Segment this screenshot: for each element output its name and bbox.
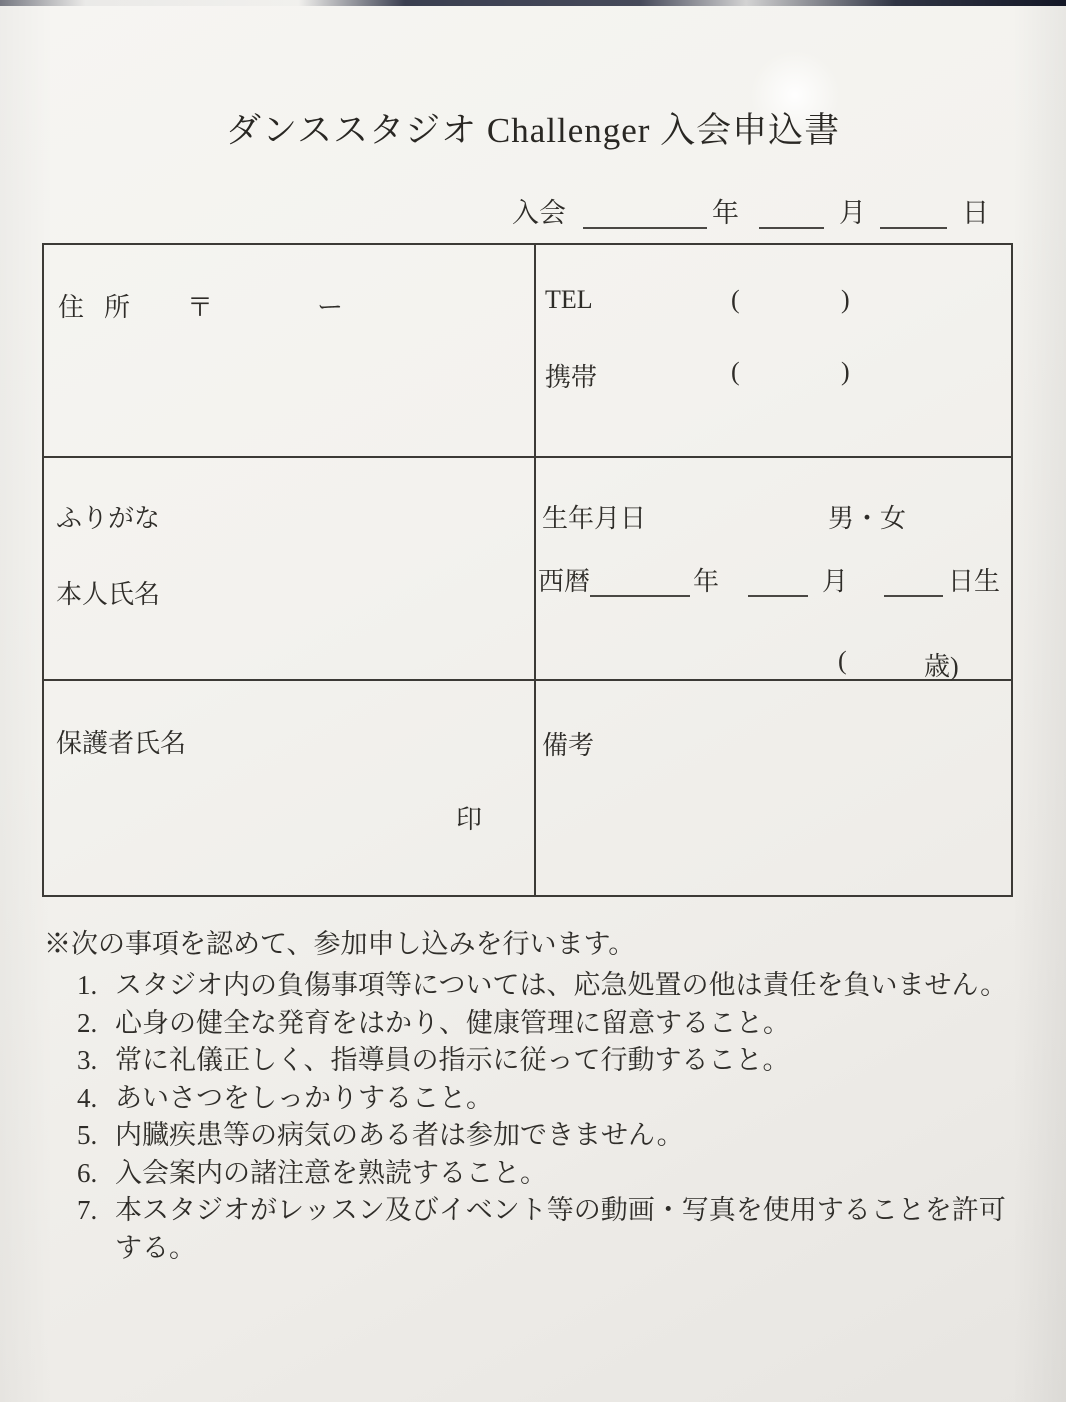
enrollment-day-blank	[880, 198, 947, 229]
term-text: 本スタジオがレッスン及びイベント等の動画・写真を使用することを許可する。	[115, 1195, 1006, 1263]
phone-cell	[536, 245, 1011, 458]
postal-code-dash: ー	[317, 293, 344, 322]
enrollment-year-suffix: 年	[712, 198, 739, 228]
term-item-6	[44, 1155, 1034, 1193]
mobile-paren-close: )	[841, 357, 850, 386]
enrollment-month-suffix: 月	[839, 198, 866, 228]
guardian-cell	[44, 681, 536, 895]
name-cell	[44, 458, 536, 681]
mobile-label: 携帯	[545, 363, 598, 392]
term-number: 3.	[77, 1045, 98, 1075]
birth-year-suffix: 年	[693, 567, 720, 596]
term-number: 4.	[77, 1082, 98, 1113]
form-title: ダンススタジオ Challenger 入会申込書	[225, 111, 841, 150]
seal-label: 印	[456, 805, 483, 834]
remarks-label: 備考	[542, 731, 595, 760]
birthdate-cell	[536, 458, 1011, 681]
enrollment-year-blank	[583, 198, 707, 229]
guardian-name-label: 保護者氏名	[56, 729, 187, 758]
term-text: 心身の健全な発育をはかり、健康管理に留意すること。	[115, 1007, 790, 1038]
birthdate-label: 生年月日	[542, 504, 647, 533]
applicant-name-label: 本人氏名	[56, 580, 161, 609]
birth-month-blank	[748, 566, 808, 597]
enrollment-day-suffix: 日	[962, 198, 989, 228]
age-suffix: 歳)	[924, 652, 959, 681]
birth-day-blank	[884, 566, 943, 597]
tel-label: TEL	[545, 285, 593, 314]
tel-paren-open: (	[731, 285, 740, 314]
term-text: 常に礼儀正しく、指導員の指示に従って行動すること。	[115, 1045, 790, 1075]
term-text: あいさつをしっかりすること。	[115, 1082, 493, 1113]
term-text: 内臓疾患等の病気のある者は参加できません。	[115, 1120, 684, 1150]
remarks-cell	[536, 681, 1011, 895]
term-number: 7.	[77, 1195, 98, 1225]
term-number: 2.	[77, 1007, 98, 1038]
furigana-label: ふりがな	[56, 504, 161, 533]
address-cell	[44, 245, 536, 458]
postal-mark: 〒	[187, 293, 214, 322]
term-item-5	[44, 1117, 1034, 1155]
birthdate-fill-line	[538, 566, 1000, 597]
term-number: 5.	[77, 1120, 98, 1150]
enrollment-date-line	[512, 198, 989, 229]
terms-intro: ※次の事項を認めて、参加申し込みを行います。	[44, 929, 636, 959]
term-item-1	[44, 967, 1034, 1005]
birth-day-suffix: 日生	[948, 567, 1001, 596]
term-item-4	[44, 1080, 1034, 1118]
term-item-7	[44, 1192, 1034, 1267]
term-text: 入会案内の諸注意を熟読すること。	[115, 1157, 547, 1188]
address-label: 住所	[58, 293, 151, 322]
enrollment-label: 入会	[512, 198, 566, 228]
terms-section	[44, 921, 1034, 1267]
term-item-2	[44, 1005, 1034, 1043]
birth-year-blank	[590, 566, 690, 597]
enrollment-month-blank	[759, 198, 824, 229]
mobile-paren-open: (	[731, 357, 740, 386]
term-text: スタジオ内の負傷事項等については、応急処置の他は責任を負いません。	[115, 970, 1008, 1000]
photo-background-edge	[0, 0, 1066, 6]
era-label: 西暦	[538, 567, 591, 596]
tel-paren-close: )	[841, 285, 850, 314]
age-paren-open: (	[838, 646, 847, 675]
term-item-3	[44, 1042, 1034, 1080]
birth-month-suffix: 月	[822, 567, 849, 596]
term-number: 6.	[77, 1157, 98, 1188]
application-table	[42, 243, 1013, 897]
gender-options: 男・女	[828, 504, 907, 533]
term-number: 1.	[77, 970, 98, 1000]
